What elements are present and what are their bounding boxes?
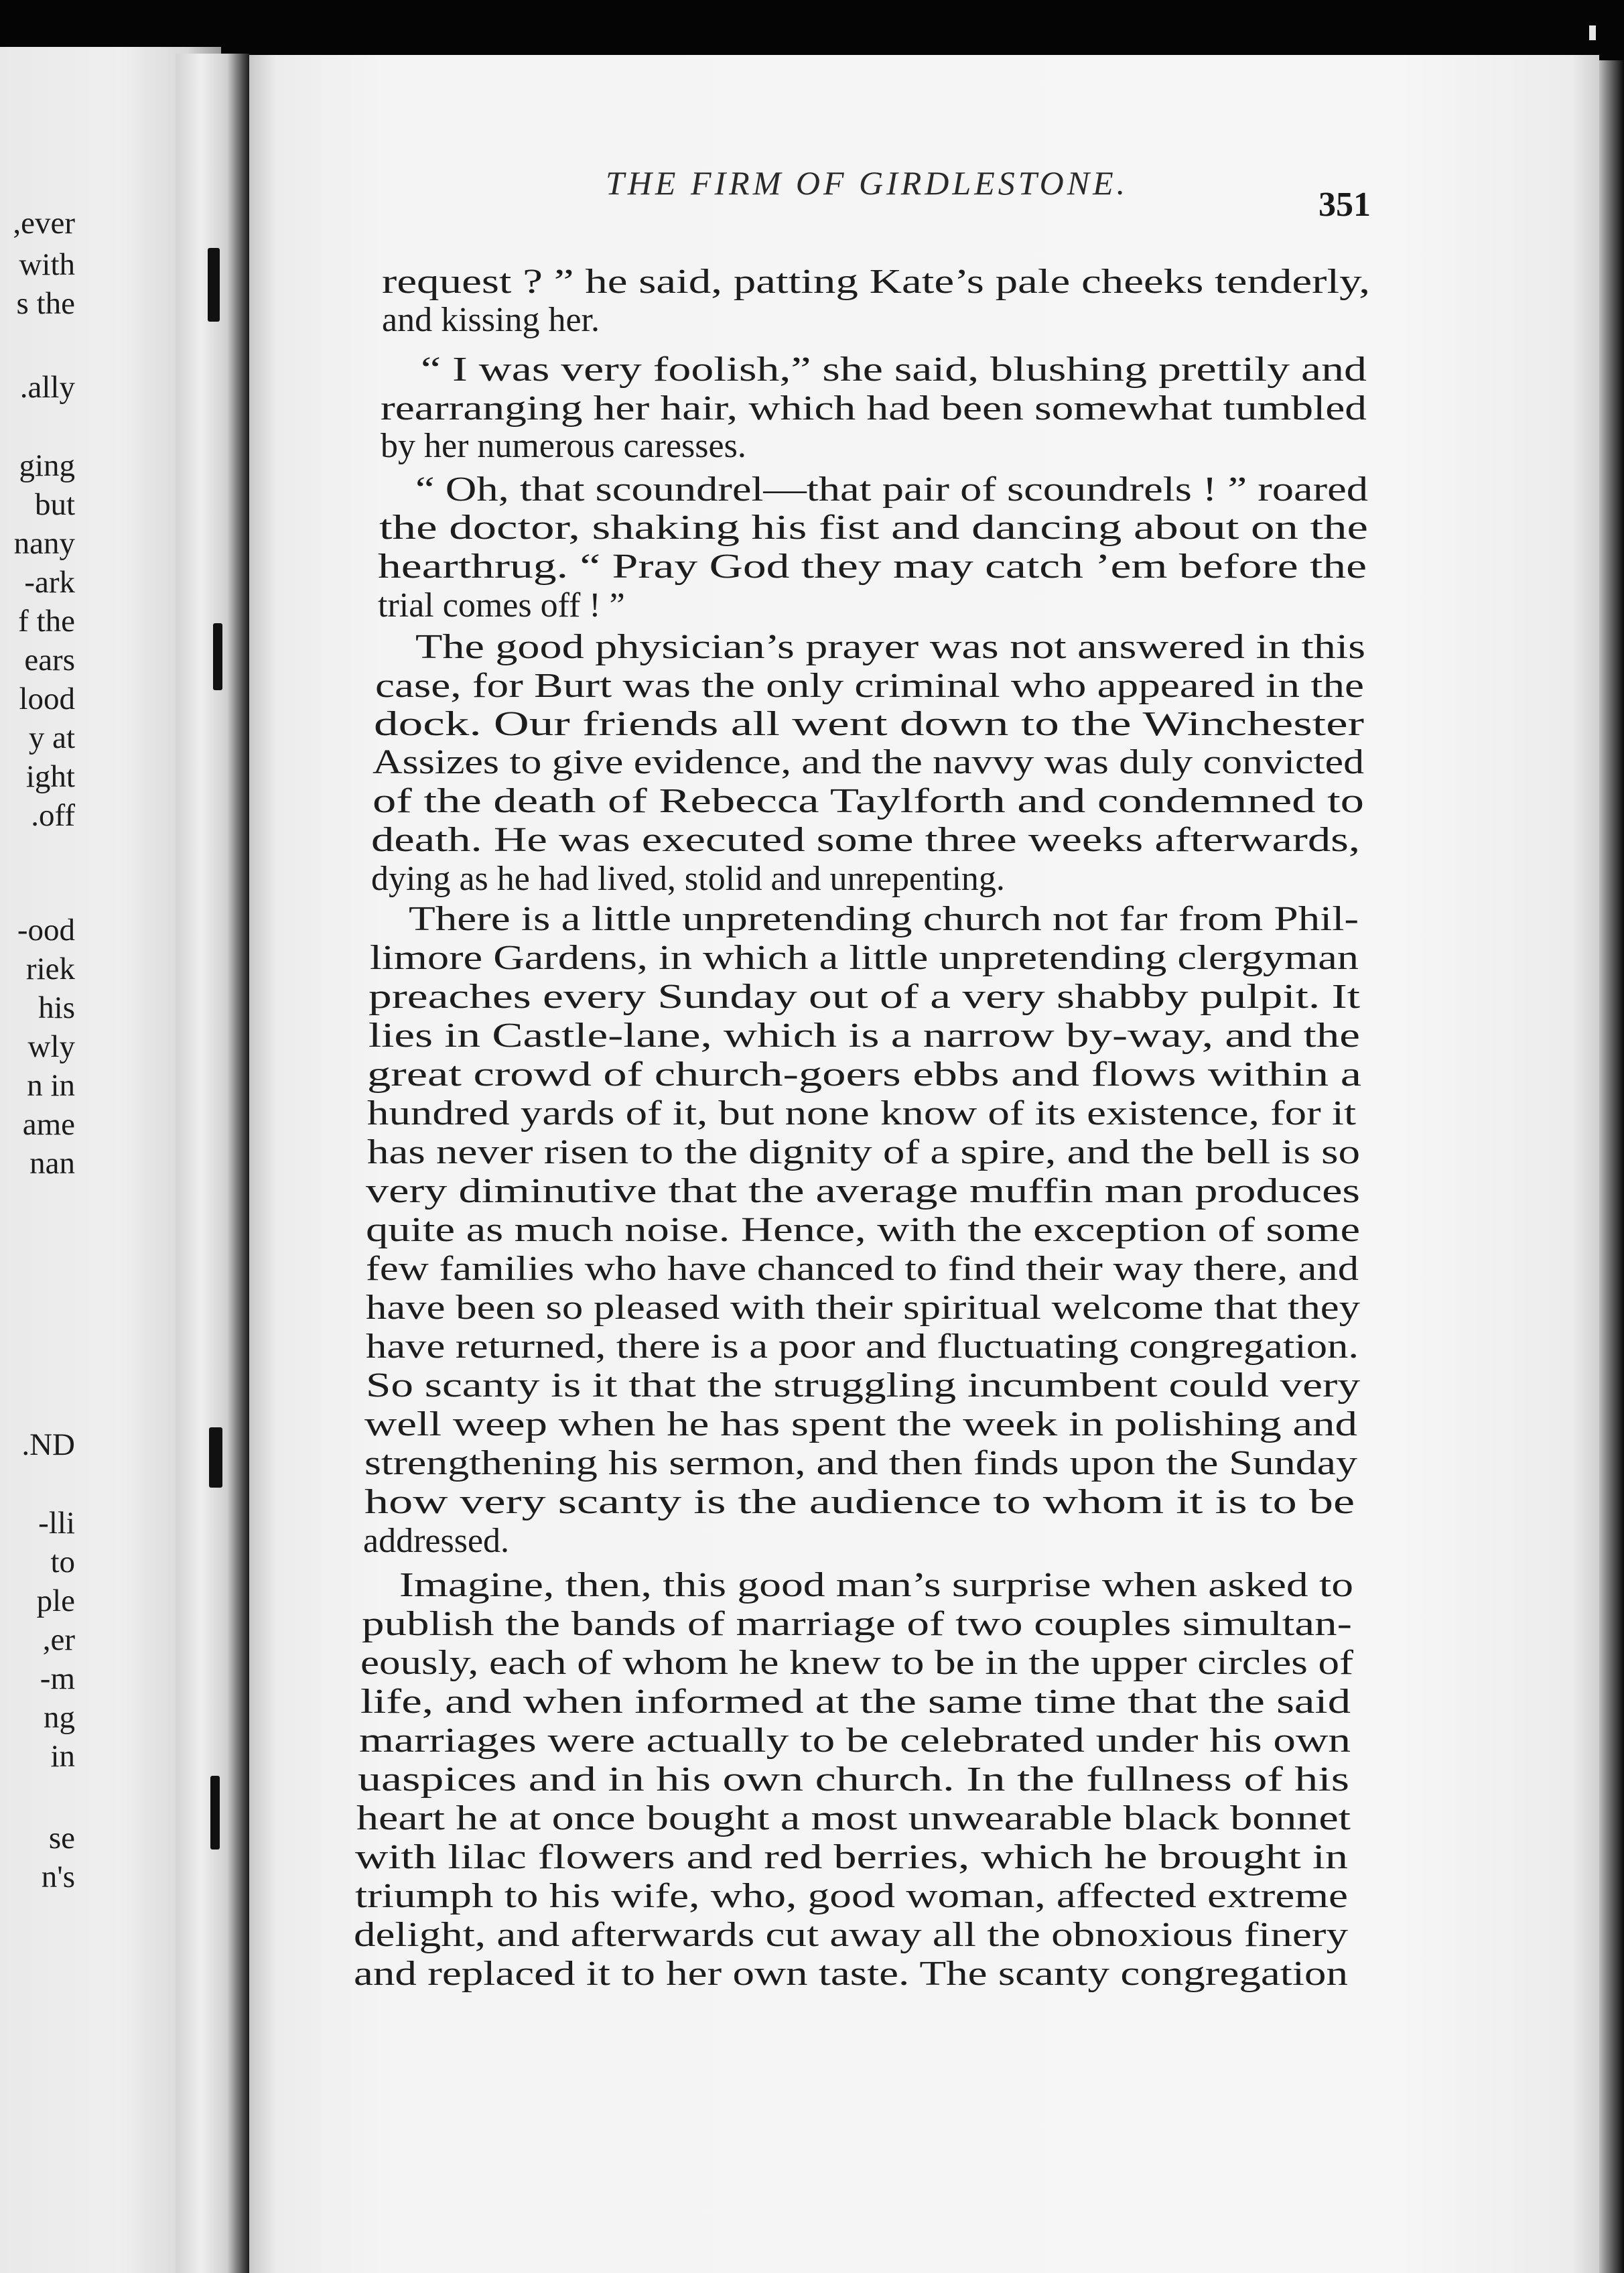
text-line: strengthening his sermon, and then finds upon the Sunday (364, 1444, 1357, 1482)
text-line: “ I was very foolish,” she said, blushing prettily and (421, 350, 1367, 389)
text-line: delight, and afterwards cut away all the obnoxious finery (354, 1916, 1348, 1954)
text-line: marriages were actually to be celebrated under his own (359, 1722, 1351, 1760)
text-line: and kissing her. (382, 301, 600, 339)
text-line: So scanty is it that the struggling incumbent could very (366, 1366, 1360, 1405)
text-line: has never risen to the dignity of a spire, and the bell is so (367, 1133, 1360, 1171)
text-line: well weep when he has spent the week in polishing and (364, 1405, 1357, 1443)
text-line: great crowd of church-goers ebbs and flows within a (367, 1055, 1361, 1094)
text-line: how very scanty is the audience to whom it is to be (364, 1483, 1355, 1521)
text-line: and replaced it to her own taste. The scanty congregation (354, 1955, 1348, 1993)
text-line: have returned, there is a poor and fluctuating congregation. (366, 1327, 1359, 1366)
text-line: addressed. (363, 1522, 510, 1560)
text-line: preaches every Sunday out of a very shabby pulpit. It (368, 978, 1360, 1016)
binding-thread-mark (210, 1776, 220, 1849)
text-line: the doctor, shaking his fist and dancing about on the (379, 509, 1368, 547)
text-line: triumph to his wife, who, good woman, affected extreme (355, 1877, 1348, 1915)
text-line: dock. Our friends all went down to the Winchester (374, 705, 1364, 743)
text-line: eously, each of whom he knew to be in the upper circles of (360, 1644, 1353, 1682)
binding-thread-mark (208, 248, 220, 322)
running-head: THE FIRM OF GIRDLESTONE. (606, 164, 1129, 202)
text-line: request ? ” he said, patting Kate’s pale cheeks tenderly, (382, 263, 1370, 301)
binding-thread-mark (213, 623, 222, 690)
text-line: dying as he had lived, stolid and unrepenting. (371, 860, 1005, 898)
text-line: life, and when informed at the same time that the said (360, 1683, 1351, 1721)
text-line: with lilac flowers and red berries, which he brought in (355, 1838, 1348, 1876)
text-line: very diminutive that the average muffin man produces (366, 1172, 1360, 1210)
text-line: uaspices and in his own church. In the fullness of his (358, 1760, 1349, 1799)
text-line: There is a little unpretending church not far from Phil- (409, 900, 1359, 938)
text-line: of the death of Rebecca Taylforth and condemned to (373, 782, 1364, 820)
text-line: have been so pleased with their spiritual welcome that they (366, 1289, 1360, 1327)
page-edge-shadow (1599, 60, 1624, 2273)
left-facing-page: ever, with s the ally. ging but nany ark- f the ears lood y at ight off. ood- riek his wly n in ame nan ND. lli- to ple er, m- ng in se n's (0, 47, 221, 2273)
text-line: Assizes to give evidence, and the navvy was duly convicted (373, 743, 1364, 781)
scan-corner-mark (1589, 25, 1596, 40)
text-line: lies in Castle-lane, which is a narrow by-way, and the (368, 1017, 1360, 1055)
binding-thread-mark (209, 1427, 222, 1488)
text-line: by her numerous caresses. (381, 427, 746, 465)
text-line: heart he at once bought a most unwearable black bonnet (356, 1799, 1351, 1837)
text-line: “ Oh, that scoundrel—that pair of scoundrels ! ” roared (415, 470, 1368, 509)
book-gutter (176, 54, 249, 2273)
text-line: hearthrug. “ Pray God they may catch ’em before the (378, 547, 1367, 586)
text-line: trial comes off ! ” (378, 586, 625, 625)
text-line: few families who have chanced to find their way there, and (366, 1250, 1359, 1288)
text-line: rearranging her hair, which had been somewhat tumbled (381, 389, 1367, 428)
text-line: Imagine, then, this good man’s surprise when asked to (399, 1566, 1353, 1604)
text-line: publish the bands of marriage of two couples simultan- (362, 1605, 1352, 1643)
text-line: case, for Burt was the only criminal who appeared in the (375, 667, 1364, 705)
text-line: hundred yards of it, but none know of its existence, for it (367, 1094, 1356, 1132)
text-line: The good physician’s prayer was not answered in this (415, 628, 1365, 666)
text-line: limore Gardens, in which a little unpretending clergyman (370, 939, 1359, 977)
page-number: 351 (1318, 186, 1371, 224)
text-line: quite as much noise. Hence, with the exception of some (366, 1211, 1360, 1249)
text-line: death. He was executed some three weeks afterwards, (371, 821, 1360, 859)
